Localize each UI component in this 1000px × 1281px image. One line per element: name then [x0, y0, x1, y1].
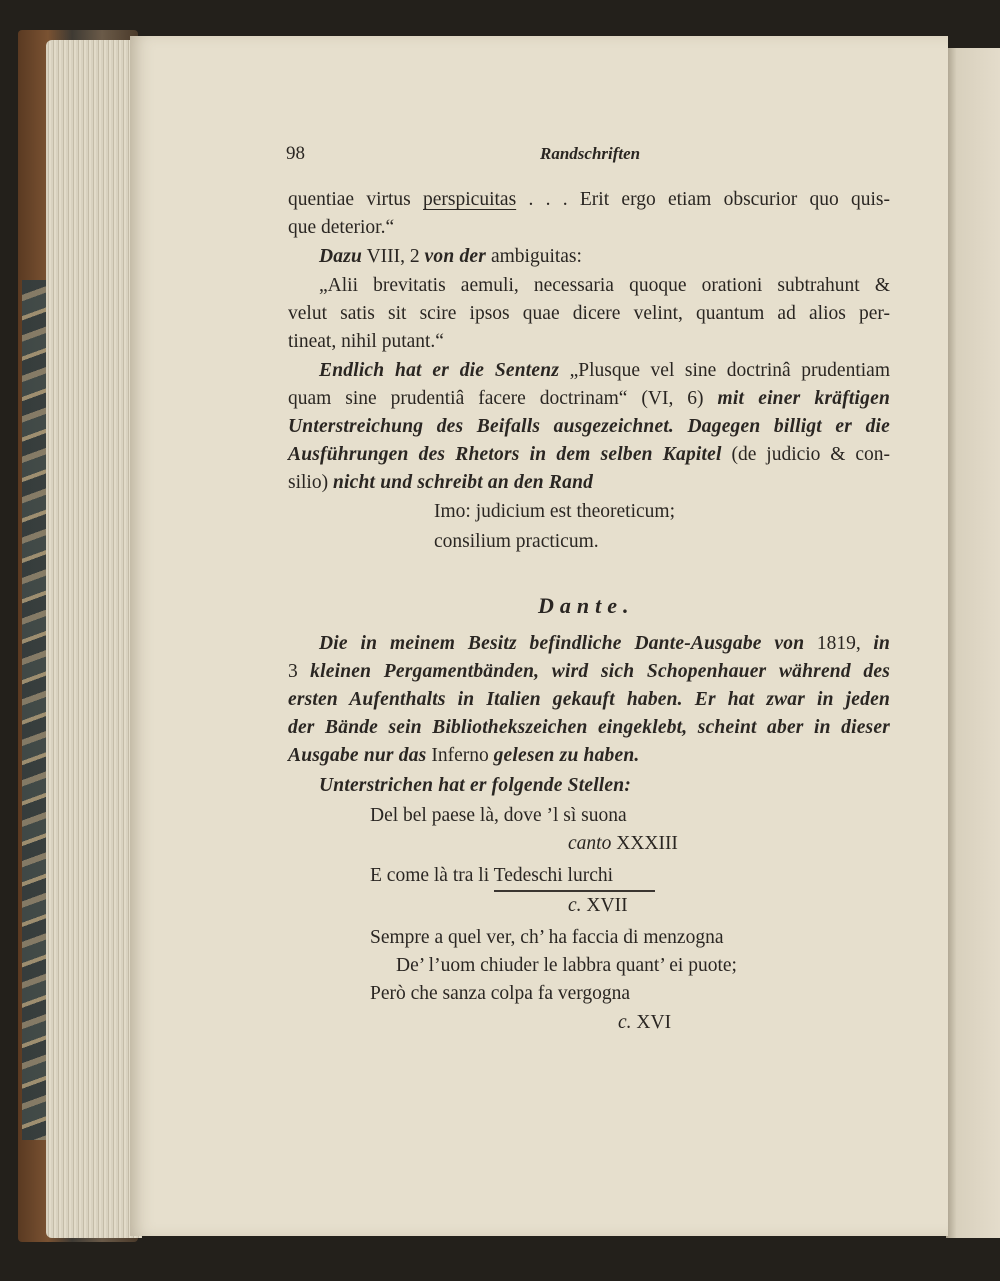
fraktur-line: der Bände sein Bibliothekszeichen eingeklebt, scheint aber in dieser: [288, 717, 890, 738]
reference-italic: c.: [568, 895, 582, 916]
citation-line: Però che sanza colpa fa vergogna: [370, 983, 631, 1004]
text-line: [288, 186, 890, 214]
page-edges: [46, 40, 142, 1238]
text-line: que deterior.“: [288, 217, 395, 238]
text-span: 3: [288, 661, 311, 682]
reference-number: XVII: [581, 895, 628, 916]
quote-line: velut satis sit scire ipsos quae dicere velint, quantum ad alios per-: [288, 303, 890, 324]
fraktur-text: gelesen zu haben.: [493, 745, 640, 766]
text-line: [288, 658, 890, 686]
text-line: [288, 469, 593, 497]
fraktur-text: Ausgabe nur das: [288, 745, 427, 766]
fraktur-text: Ausführungen des Rhetors in dem selben Kapitel: [288, 444, 722, 465]
text-line: [319, 630, 890, 658]
text-span: E come là tra: [370, 865, 479, 886]
text-span: „Plusque vel sine doctrinâ prudentiam: [559, 360, 890, 381]
running-title: Randschriften: [540, 144, 641, 163]
text-span: VIII, 2: [362, 246, 425, 267]
text-span: silio): [288, 472, 333, 493]
quote-line: „Alii brevitatis aemuli, necessaria quoque orationi subtrahunt &: [319, 275, 890, 296]
reference-number: XVI: [631, 1012, 672, 1033]
reference-italic: canto: [568, 833, 612, 854]
fraktur-text: Die in meinem Besitz befindliche Dante-Ausgabe von: [319, 633, 805, 654]
margin-note-line: Imo: judicium est theoreticum;: [434, 501, 675, 522]
fraktur-text: nicht und schreibt an den Rand: [332, 472, 594, 493]
facing-page-edge: [946, 48, 1000, 1238]
quote-line: tineat, nihil putant.“: [288, 331, 444, 352]
underlined-text: perspicuitas: [423, 189, 517, 210]
fraktur-text: Endlich hat er die Sentenz: [319, 360, 560, 381]
reference-number: XXXIII: [611, 833, 678, 854]
text-line: [288, 385, 890, 413]
citation-reference: [618, 1009, 671, 1037]
fraktur-line: ersten Aufenthalts in Italien gekauft haben. Er hat zwar in jeden: [288, 689, 890, 710]
text-span: ambiguitas:: [486, 246, 582, 267]
text-span: quentiae virtus: [288, 189, 424, 210]
text-span: . . . Erit ergo etiam obscurior quo quis-: [516, 189, 891, 210]
text-span: Inferno: [426, 745, 494, 766]
book-page: [130, 36, 948, 1236]
fraktur-text: von der: [424, 246, 487, 267]
citation-line: De’ l’uom chiuder le labbra quant’ ei puote;: [396, 955, 737, 976]
fraktur-text: in: [873, 633, 891, 654]
page-number: 98: [286, 143, 305, 164]
section-heading: Dante.: [538, 593, 635, 618]
text-span: (de judicio & con-: [721, 444, 891, 465]
citation-reference: [568, 892, 628, 920]
citation-reference: [568, 830, 678, 858]
text-line: [288, 441, 890, 469]
underlined-intro: Unterstrichen hat er folgende Stellen:: [319, 775, 632, 796]
reference-italic: c.: [618, 1012, 632, 1033]
citation-line: [370, 862, 613, 890]
citation-line: Sempre a quel ver, ch’ ha faccia di menzogna: [370, 927, 724, 948]
text-span: quam sine prudentiâ facere doctrinam“ (VI, 6): [288, 388, 718, 409]
fraktur-text: Dazu: [319, 246, 363, 267]
fraktur-line: Unterstreichung des Beifalls ausgezeichnet. Dagegen billigt er die: [288, 416, 890, 437]
fraktur-text: mit einer kräftigen: [717, 388, 890, 409]
text-span: 1819,: [804, 633, 874, 654]
text-line: [319, 243, 582, 271]
text-line: [319, 357, 890, 385]
text-line: [288, 742, 639, 770]
margin-note-line: consilium practicum.: [434, 531, 599, 552]
citation-line: Del bel paese là, dove ’l sì suona: [370, 805, 627, 826]
underlined-text: li Tedeschi lurchi: [478, 865, 614, 886]
fraktur-text: kleinen Pergamentbänden, wird sich Schopenhauer während des: [310, 661, 891, 682]
